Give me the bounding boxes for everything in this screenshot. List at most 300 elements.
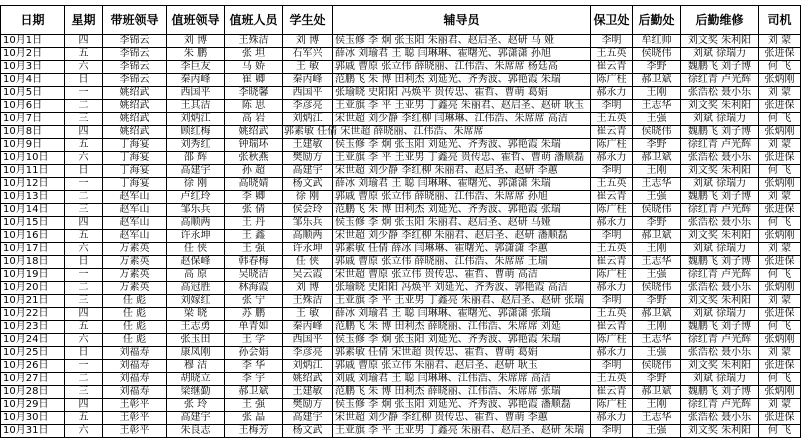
cell-repair: 徐红青 卢光辉 [681, 269, 759, 282]
cell-counselor: 范鹏飞 朱 博 田利杰 薛晓丽、江伟浩、朱席席 张瑞 [333, 386, 591, 399]
cell-driver: 何 飞 [759, 321, 801, 334]
cell-student-office: 侯会玲 [283, 204, 333, 217]
table-row [1, 217, 801, 230]
cell-counselor: 郭素敏 任倩 宋世超 贵传忠、霍哲、曹萌 葛娟 [333, 347, 591, 360]
cell-duty-staff: 韩春梅 [225, 256, 283, 269]
cell-logistics: 侯晓伟 [633, 360, 681, 373]
cell-security: 王五英 [591, 243, 633, 256]
cell-security: 崔云青 [591, 321, 633, 334]
cell-lead: 李锦云 [103, 61, 167, 74]
cell-student-office: 杨文武 [283, 425, 333, 438]
cell-logistics: 李野 [633, 295, 681, 308]
cell-repair: 刘斌 徐瑞力 [681, 178, 759, 191]
cell-security: 崔云青 [591, 386, 633, 399]
duty-roster-table [0, 5, 801, 438]
cell-student-office: 王建敏 [283, 139, 333, 152]
cell-student-office: 王 敏 [283, 61, 333, 74]
cell-date: 10月19日 [1, 269, 65, 282]
cell-counselor: 郭素敏 任倩 薛冰 闫琳琳、霍曙光、郭潇潇 李蕙 [333, 243, 591, 256]
header-row [1, 6, 801, 35]
cell-counselor: 范鹏飞 朱 博 田利杰 刘延光、齐秀波、郭艳霞 朱瑞 [333, 74, 591, 87]
cell-security: 李明 [591, 165, 633, 178]
cell-duty-staff: 张 坦 [225, 48, 283, 61]
cell-security: 王五英 [591, 178, 633, 191]
cell-lead: 王彰平 [103, 412, 167, 425]
cell-date: 10月15日 [1, 217, 65, 230]
cell-date: 10月21日 [1, 295, 65, 308]
cell-duty-staff: 李 卿 [225, 191, 283, 204]
cell-duty-lead: 邹乐兵 [167, 204, 225, 217]
cell-driver: 何 飞 [759, 373, 801, 386]
cell-weekday: 四 [65, 126, 103, 139]
cell-lead: 任 彪 [103, 308, 167, 321]
col-header-weekday: 星期 [65, 6, 103, 35]
cell-driver: 张进保 [759, 204, 801, 217]
cell-driver: 张炳刚 [759, 334, 801, 347]
cell-date: 10月12日 [1, 178, 65, 191]
cell-driver: 何 飞 [759, 113, 801, 126]
cell-student-office: 西国平 [283, 87, 333, 100]
table-row [1, 347, 801, 360]
col-header-repair: 后勤维修 [681, 6, 759, 35]
table-row [1, 191, 801, 204]
col-header-security: 保卫处 [591, 6, 633, 35]
cell-logistics: 侯晓伟 [633, 48, 681, 61]
cell-logistics: 王刚 [633, 165, 681, 178]
cell-weekday: 二 [65, 282, 103, 295]
cell-driver: 张进保 [759, 256, 801, 269]
cell-lead: 刘福寿 [103, 360, 167, 373]
cell-lead: 王彰平 [103, 425, 167, 438]
cell-duty-staff: 郝卫斌 [225, 386, 283, 399]
cell-logistics: 郝卫斌 [633, 74, 681, 87]
cell-repair: 张浩松 聂小乐 [681, 282, 759, 295]
cell-security: 李明 [591, 35, 633, 48]
table-row [1, 61, 801, 74]
cell-repair: 刘文奖 朱利阳 [681, 425, 759, 438]
cell-duty-staff: 王 丹 [225, 217, 283, 230]
cell-weekday: 二 [65, 373, 103, 386]
cell-duty-staff: 苏 鹏 [225, 308, 283, 321]
cell-weekday: 三 [65, 386, 103, 399]
cell-security: 王五英 [591, 48, 633, 61]
cell-driver: 何 飞 [759, 269, 801, 282]
cell-date: 10月25日 [1, 347, 65, 360]
cell-weekday: 一 [65, 269, 103, 282]
cell-lead: 丁海宴 [103, 152, 167, 165]
cell-counselor: 王亚旗 李 平 王亚男 丁鑫亮 贵传忠、霍哲、曹萌 潘顺磊 [333, 152, 591, 165]
roster-body [1, 35, 801, 438]
cell-lead: 丁海宴 [103, 178, 167, 191]
cell-student-office: 刘炳江 [283, 113, 333, 126]
cell-security: 崔云青 [591, 126, 633, 139]
cell-lead: 赵军山 [103, 217, 167, 230]
cell-repair: 徐红青 卢光辉 [681, 399, 759, 412]
cell-lead: 刘福寿 [103, 386, 167, 399]
cell-repair: 刘文奖 朱利阳 [681, 100, 759, 113]
cell-driver: 刘 蒙 [759, 399, 801, 412]
cell-repair: 魏鹏飞 刘子博 [681, 386, 759, 399]
cell-driver: 何 飞 [759, 425, 801, 438]
cell-security: 王五英 [591, 113, 633, 126]
cell-duty-staff: 钟瑞环 [225, 139, 283, 152]
cell-counselor: 宋世超 刘少静 李红柳 闫琳琳、江伟浩、朱席席 高洁 [333, 113, 591, 126]
cell-date: 10月11日 [1, 165, 65, 178]
cell-duty-lead: 梁 晓 [167, 308, 225, 321]
cell-duty-lead: 赵保峰 [167, 256, 225, 269]
cell-duty-staff: 王 强 [225, 399, 283, 412]
cell-counselor: 郭戚 曹原 张立伟 薛晓丽、江伟浩、朱席席 杨廷高 [333, 61, 591, 74]
cell-duty-staff: 高 岩 [225, 113, 283, 126]
table-row [1, 152, 801, 165]
table-row [1, 35, 801, 48]
cell-logistics: 王刚 [633, 87, 681, 100]
col-header-lead: 带班领导 [103, 6, 167, 35]
cell-duty-lead: 康凤刚 [167, 347, 225, 360]
cell-driver: 张炳刚 [759, 230, 801, 243]
cell-counselor: 张瑜晓 史阳阳 冯焕平 贵传忠、霍哲、曹萌 葛娟 [333, 87, 591, 100]
cell-driver: 何 飞 [759, 217, 801, 230]
cell-repair: 刘斌 徐瑞力 [681, 243, 759, 256]
cell-duty-lead: 王志勇 [167, 321, 225, 334]
cell-duty-lead: 王其洁 [167, 100, 225, 113]
cell-lead: 姚绍武 [103, 87, 167, 100]
cell-duty-lead: 张 玲 [167, 399, 225, 412]
table-row [1, 139, 801, 152]
cell-counselor: 侯玉修 李 炯 张玉阳 刘延光、齐秀波、郭艳霞 朱瑞 [333, 334, 591, 347]
cell-logistics: 王强 [633, 113, 681, 126]
cell-date: 10月10日 [1, 152, 65, 165]
cell-repair: 张浩松 聂小乐 [681, 412, 759, 425]
cell-security: 陈广柱 [591, 269, 633, 282]
cell-date: 10月6日 [1, 100, 65, 113]
cell-security: 郝永力 [591, 217, 633, 230]
cell-logistics: 李野 [633, 373, 681, 386]
cell-security: 郝永力 [591, 87, 633, 100]
cell-logistics: 牟红帅 [633, 35, 681, 48]
cell-logistics: 王志华 [633, 178, 681, 191]
cell-date: 10月17日 [1, 243, 65, 256]
table-row [1, 87, 801, 100]
cell-counselor: 刘戚 刘瑜君 王 聪 闫琳琳、江伟浩、朱席席 高洁 [333, 373, 591, 386]
cell-repair: 刘斌 徐瑞力 [681, 373, 759, 386]
cell-duty-staff: 高晓婧 [225, 178, 283, 191]
cell-driver: 何 飞 [759, 165, 801, 178]
cell-security: 郝永力 [591, 152, 633, 165]
cell-lead: 刘福寿 [103, 373, 167, 386]
cell-student-office: 王 敏 [283, 308, 333, 321]
cell-security: 李明 [591, 360, 633, 373]
cell-student-office: 刘 博 [283, 282, 333, 295]
cell-student-office: 吴云霞 [283, 269, 333, 282]
cell-driver: 刘 蒙 [759, 35, 801, 48]
cell-date: 10月18日 [1, 256, 65, 269]
cell-duty-lead: 朱 鹏 [167, 48, 225, 61]
cell-driver: 张炳刚 [759, 126, 801, 139]
cell-student-office: 许永坤 [283, 243, 333, 256]
cell-duty-lead: 高冠胜 [167, 282, 225, 295]
cell-date: 10月7日 [1, 113, 65, 126]
cell-lead: 李锦云 [103, 35, 167, 48]
col-header-duty-staff: 值班人员 [225, 6, 283, 35]
cell-student-office: 王建敏 [283, 386, 333, 399]
cell-duty-staff: 吴晓洁 [225, 269, 283, 282]
cell-logistics: 侯晓伟 [633, 204, 681, 217]
cell-driver: 刘 蒙 [759, 347, 801, 360]
table-row [1, 178, 801, 191]
cell-student-office: 秦丙峰 [283, 74, 333, 87]
cell-student-office: 杨文武 [283, 178, 333, 191]
cell-duty-lead: 高建宇 [167, 165, 225, 178]
cell-date: 10月14日 [1, 204, 65, 217]
cell-duty-staff: 马 娇 [225, 61, 283, 74]
cell-weekday: 四 [65, 308, 103, 321]
cell-security: 郝永力 [591, 412, 633, 425]
cell-counselor: 侯玉修 李 炯 张玉阳 刘延光、齐秀波、郭艳霞 潘顺磊 [333, 399, 591, 412]
cell-counselor: 王亚旗 李 平 王亚男 丁鑫亮 朱丽君、赵启圣、赵研 张瑞 [333, 295, 591, 308]
col-header-logistics: 后勤处 [633, 6, 681, 35]
cell-counselor: 郭戚 曹原 张立伟 朱丽君、赵启圣、赵研 耿玉 [333, 360, 591, 373]
cell-repair: 刘斌 徐瑞力 [681, 308, 759, 321]
cell-student-office: 高建宇 [283, 165, 333, 178]
cell-student-office: 刘炳江 [283, 360, 333, 373]
cell-weekday: 日 [65, 347, 103, 360]
cell-security: 王五英 [591, 308, 633, 321]
table-row [1, 295, 801, 308]
cell-date: 10月23日 [1, 321, 65, 334]
cell-repair: 徐红青 卢光辉 [681, 74, 759, 87]
cell-repair: 刘文奖 朱利阳 [681, 360, 759, 373]
cell-counselor: 范鹏飞 朱 博 田利杰 刘延光、齐秀波、郭艳霞 张瑞 [333, 204, 591, 217]
cell-logistics: 王志华 [633, 412, 681, 425]
cell-driver: 张进保 [759, 412, 801, 425]
table-row [1, 269, 801, 282]
table-row [1, 412, 801, 425]
table-row [1, 204, 801, 217]
cell-security: 李明 [591, 100, 633, 113]
cell-logistics: 王强 [633, 269, 681, 282]
cell-counselor: 张瑜晓 史阳阳 冯焕平 刘延光、齐秀波、郭艳霞 高洁 [333, 282, 591, 295]
cell-lead: 王彰平 [103, 399, 167, 412]
cell-duty-staff: 崔 卿 [225, 74, 283, 87]
cell-student-office: 高顺两 [283, 230, 333, 243]
cell-counselor: 宋世超 刘少静 李红柳 贵传忠、霍哲、曹萌 李蕙 [333, 412, 591, 425]
cell-repair: 刘文奖 朱利阳 [681, 230, 759, 243]
cell-logistics: 王志华 [633, 334, 681, 347]
cell-repair: 徐红青 卢光辉 [681, 204, 759, 217]
cell-weekday: 日 [65, 74, 103, 87]
table-row [1, 425, 801, 438]
cell-driver: 张进保 [759, 100, 801, 113]
cell-security: 陈广柱 [591, 399, 633, 412]
cell-repair: 魏鹏飞 刘子博 [681, 61, 759, 74]
table-row [1, 126, 801, 139]
cell-duty-staff: 张秋燕 [225, 152, 283, 165]
cell-duty-staff: 孙会娟 [225, 347, 283, 360]
cell-weekday: 二 [65, 100, 103, 113]
cell-logistics: 郝卫斌 [633, 230, 681, 243]
table-row [1, 308, 801, 321]
cell-duty-lead: 秦丙峰 [167, 74, 225, 87]
cell-duty-staff: 李 华 [225, 360, 283, 373]
cell-duty-lead: 李巨友 [167, 61, 225, 74]
cell-duty-lead: 邵 辉 [167, 152, 225, 165]
cell-counselor: 薛冰 刘瑜君 王 聪 闫琳琳、霍曙光、郭潇潇 张瑞 [333, 308, 591, 321]
cell-repair: 张浩松 聂小乐 [681, 87, 759, 100]
cell-driver: 刘 蒙 [759, 191, 801, 204]
cell-student-office: 徐 刚 [283, 191, 333, 204]
cell-date: 10月2日 [1, 48, 65, 61]
cell-logistics: 王志华 [633, 256, 681, 269]
cell-weekday: 五 [65, 48, 103, 61]
cell-driver: 张进保 [759, 48, 801, 61]
cell-weekday: 一 [65, 360, 103, 373]
cell-duty-lead: 卢红玲 [167, 191, 225, 204]
cell-duty-lead: 高建宇 [167, 412, 225, 425]
cell-student-office: 秦丙峰 [283, 321, 333, 334]
cell-counselor: 侯玉修 李 炯 张玉阳 朱丽君、赵启圣、赵研 马 娅 [333, 35, 591, 48]
cell-duty-lead: 梁继勤 [167, 386, 225, 399]
cell-student-office: 石军兴 [283, 48, 333, 61]
cell-duty-lead: 胡晓立 [167, 373, 225, 386]
table-row [1, 360, 801, 373]
cell-security: 陈广柱 [591, 74, 633, 87]
cell-duty-lead: 朱良志 [167, 425, 225, 438]
cell-lead: 李锦云 [103, 48, 167, 61]
cell-lead: 赵军山 [103, 204, 167, 217]
table-row [1, 113, 801, 126]
cell-counselor: 王亚旗 李 平 王亚男 丁鑫亮 朱丽君、赵启圣、赵研 朱瑞 [333, 425, 591, 438]
cell-student-office: 郭素敏 任倩 宋世超 薛晓丽、江伟浩、朱席席 [284, 126, 484, 137]
cell-logistics: 王刚 [633, 321, 681, 334]
cell-repair: 徐红青 卢光辉 [681, 334, 759, 347]
cell-duty-lead: 刘嫁红 [167, 295, 225, 308]
cell-duty-staff: 单青如 [225, 321, 283, 334]
cell-duty-staff: 李晓馨 [225, 87, 283, 100]
cell-weekday: 四 [65, 399, 103, 412]
cell-date: 10月24日 [1, 334, 65, 347]
cell-repair: 张浩松 聂小乐 [681, 347, 759, 360]
cell-lead: 李锦云 [103, 74, 167, 87]
cell-counselor: 侯玉修 李 炯 张玉阳 刘延光、齐秀波、郭艳霞 朱瑞 [333, 139, 591, 152]
cell-security: 崔云青 [591, 61, 633, 74]
cell-date: 10月26日 [1, 360, 65, 373]
cell-security: 李明 [591, 425, 633, 438]
col-header-driver: 司机 [759, 6, 801, 35]
cell-repair: 魏鹏飞 刘子博 [681, 126, 759, 139]
table-row [1, 165, 801, 178]
cell-duty-staff: 张 倩 [225, 204, 283, 217]
cell-student-office: 樊励方 [283, 152, 333, 165]
cell-repair: 刘斌 徐瑞力 [681, 48, 759, 61]
cell-student-office: 李彦亮 [283, 347, 333, 360]
cell-duty-staff: 陈 思 [225, 100, 283, 113]
cell-logistics: 王强 [633, 347, 681, 360]
col-header-duty-lead: 值班领导 [167, 6, 225, 35]
cell-student-office: 任 侠 [283, 256, 333, 269]
cell-duty-staff: 李 宇 [225, 373, 283, 386]
cell-lead: 丁海宴 [103, 139, 167, 152]
cell-date: 10月5日 [1, 87, 65, 100]
table-row [1, 386, 801, 399]
cell-weekday: 三 [65, 295, 103, 308]
cell-weekday: 日 [65, 256, 103, 269]
table-row [1, 399, 801, 412]
cell-duty-lead: 刘 博 [167, 35, 225, 48]
cell-student-office: 姚绍武 [283, 373, 333, 386]
cell-counselor: 宋世超 刘少静 李红柳 朱丽君、赵启圣、赵研 李蕙 [333, 165, 591, 178]
table-row [1, 100, 801, 113]
cell-weekday: 五 [65, 230, 103, 243]
table-row [1, 74, 801, 87]
cell-lead: 任 彪 [103, 334, 167, 347]
cell-security: 李明 [591, 295, 633, 308]
cell-date: 10月31日 [1, 425, 65, 438]
cell-weekday: 六 [65, 152, 103, 165]
cell-duty-lead: 徐 刚 [167, 178, 225, 191]
cell-security: 王五英 [591, 373, 633, 386]
cell-logistics: 李野 [633, 139, 681, 152]
cell-lead: 万素英 [103, 243, 167, 256]
cell-counselor: 郭戚 曹原 张立伟 薛晓丽、江伟浩、朱席席 孙旭 [333, 191, 591, 204]
cell-date: 10月22日 [1, 308, 65, 321]
cell-driver: 张进保 [759, 308, 801, 321]
cell-duty-lead: 西国平 [167, 87, 225, 100]
table-row [1, 243, 801, 256]
cell-weekday: 四 [65, 35, 103, 48]
cell-duty-lead: 许永坤 [167, 230, 225, 243]
cell-weekday: 一 [65, 87, 103, 100]
cell-weekday: 六 [65, 334, 103, 347]
cell-security: 李明 [591, 230, 633, 243]
cell-student-office: 李彦亮 [283, 100, 333, 113]
cell-logistics: 王刚 [633, 243, 681, 256]
cell-duty-lead: 张玉田 [167, 334, 225, 347]
cell-driver: 刘 蒙 [759, 139, 801, 152]
table-row [1, 282, 801, 295]
cell-duty-lead: 刘秀红 [167, 139, 225, 152]
cell-counselor: 郭戚 曹原 张立伟 薛晓丽、江伟浩、朱席席 王瑞 [333, 256, 591, 269]
cell-student-office: 西国平 [283, 334, 333, 347]
cell-weekday: 三 [65, 113, 103, 126]
cell-duty-staff: 王 学 [225, 334, 283, 347]
table-row [1, 230, 801, 243]
cell-duty-staff: 张 宁 [225, 295, 283, 308]
cell-security: 郝永力 [591, 347, 633, 360]
cell-repair: 魏鹏飞 刘子博 [681, 256, 759, 269]
cell-counselor: 宋世超 曹原 张立伟 贵传忠、霍哲、曹萌 高洁 [333, 269, 591, 282]
cell-student-office: 王殊洁 [283, 295, 333, 308]
cell-lead: 任 彪 [103, 295, 167, 308]
cell-lead: 万素英 [103, 282, 167, 295]
cell-lead: 赵军山 [103, 191, 167, 204]
cell-weekday: 六 [65, 61, 103, 74]
cell-lead: 姚绍武 [103, 113, 167, 126]
cell-date: 10月8日 [1, 126, 65, 139]
col-header-student-office: 学生处 [283, 6, 333, 35]
cell-logistics: 李野 [633, 217, 681, 230]
cell-date: 10月27日 [1, 373, 65, 386]
cell-date: 10月13日 [1, 191, 65, 204]
cell-driver: 刘 蒙 [759, 295, 801, 308]
cell-logistics: 郝卫斌 [633, 386, 681, 399]
cell-counselor: 宋世超 刘少静 李红柳 朱丽君、赵启圣、赵研 潘顺磊 [333, 230, 591, 243]
cell-weekday: 六 [65, 425, 103, 438]
cell-date: 10月16日 [1, 230, 65, 243]
cell-duty-lead: 顾红梅 [167, 126, 225, 139]
cell-duty-lead: 穆 洁 [167, 360, 225, 373]
cell-driver: 张炳刚 [759, 178, 801, 191]
